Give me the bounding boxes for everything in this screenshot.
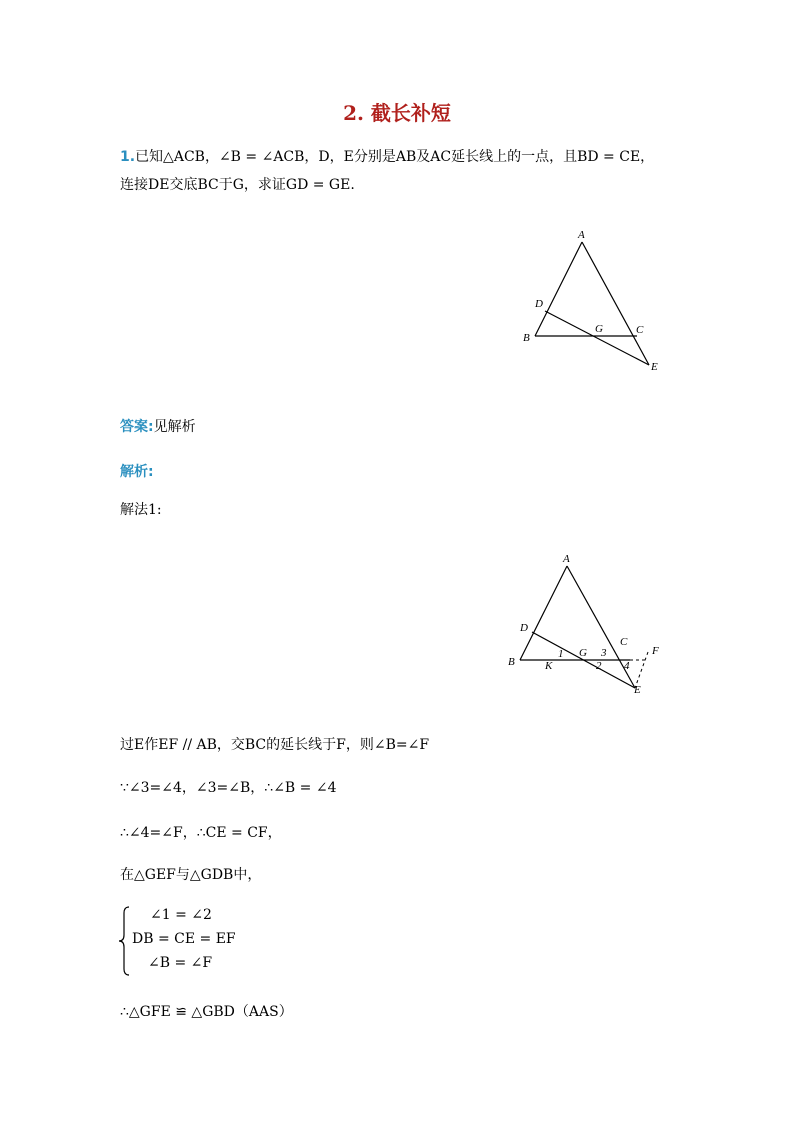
- segment-ae: [582, 242, 649, 365]
- conclusion: ∴△GFE ≌ △GBD（AAS）: [120, 1004, 293, 1020]
- system-line-3: ∠B = ∠F: [148, 955, 213, 971]
- analysis-label: 解析:: [120, 464, 154, 480]
- answer-label: 答案:: [120, 419, 154, 435]
- segment-ab: [535, 242, 582, 336]
- answer-row: [120, 416, 196, 436]
- label-b: B: [523, 332, 530, 344]
- step-4: 在△GEF与△GDB中，: [120, 867, 262, 883]
- figure-2-triangle: [500, 548, 675, 703]
- segment-de: [545, 311, 649, 365]
- label-e: E: [651, 361, 658, 373]
- label-e: E: [634, 684, 641, 696]
- system-line-1: ∠1 = ∠2: [150, 907, 212, 923]
- label-angle-1: 1: [558, 648, 564, 660]
- step-1: 过E作EF // AB，交BC的延长线于F，则∠B=∠F: [120, 737, 430, 753]
- label-a: A: [578, 229, 585, 241]
- label-k: K: [545, 660, 553, 672]
- segment-ab: [520, 566, 567, 660]
- label-d: D: [520, 622, 528, 634]
- step-3: ∴∠4=∠F，∴CE = CF，: [120, 825, 282, 841]
- label-c: C: [636, 324, 644, 336]
- system-brace: [118, 905, 132, 977]
- label-f: F: [652, 645, 659, 657]
- label-g: G: [595, 323, 603, 335]
- problem-text-1: 已知△ACB，∠B = ∠ACB，D，E分别是AB及AC延长线上的一点，且BD = CE，: [135, 149, 655, 165]
- label-g: G: [579, 647, 587, 659]
- segment-ef-dashed: [635, 652, 648, 688]
- label-angle-3: 3: [601, 647, 607, 659]
- answer-text: 见解析: [153, 419, 196, 435]
- figure-1-triangle: [515, 225, 670, 375]
- page-title: 2. 截长补短: [343, 101, 451, 125]
- problem-line-2: 连接DE交底BC于G，求证GD = GE.: [120, 177, 355, 193]
- question-number: 1.: [120, 149, 136, 165]
- label-b: B: [508, 656, 515, 668]
- system-line-2: DB = CE = EF: [132, 931, 236, 947]
- label-d: D: [535, 298, 543, 310]
- label-angle-2: 2: [596, 660, 602, 672]
- method-1-label: 解法1:: [120, 502, 162, 518]
- step-2: ∵∠3=∠4，∠3=∠B，∴∠B = ∠4: [120, 780, 337, 796]
- label-angle-4: 4: [624, 660, 630, 672]
- label-c: C: [620, 636, 628, 648]
- problem-line-1: [120, 147, 654, 167]
- label-a: A: [563, 553, 570, 565]
